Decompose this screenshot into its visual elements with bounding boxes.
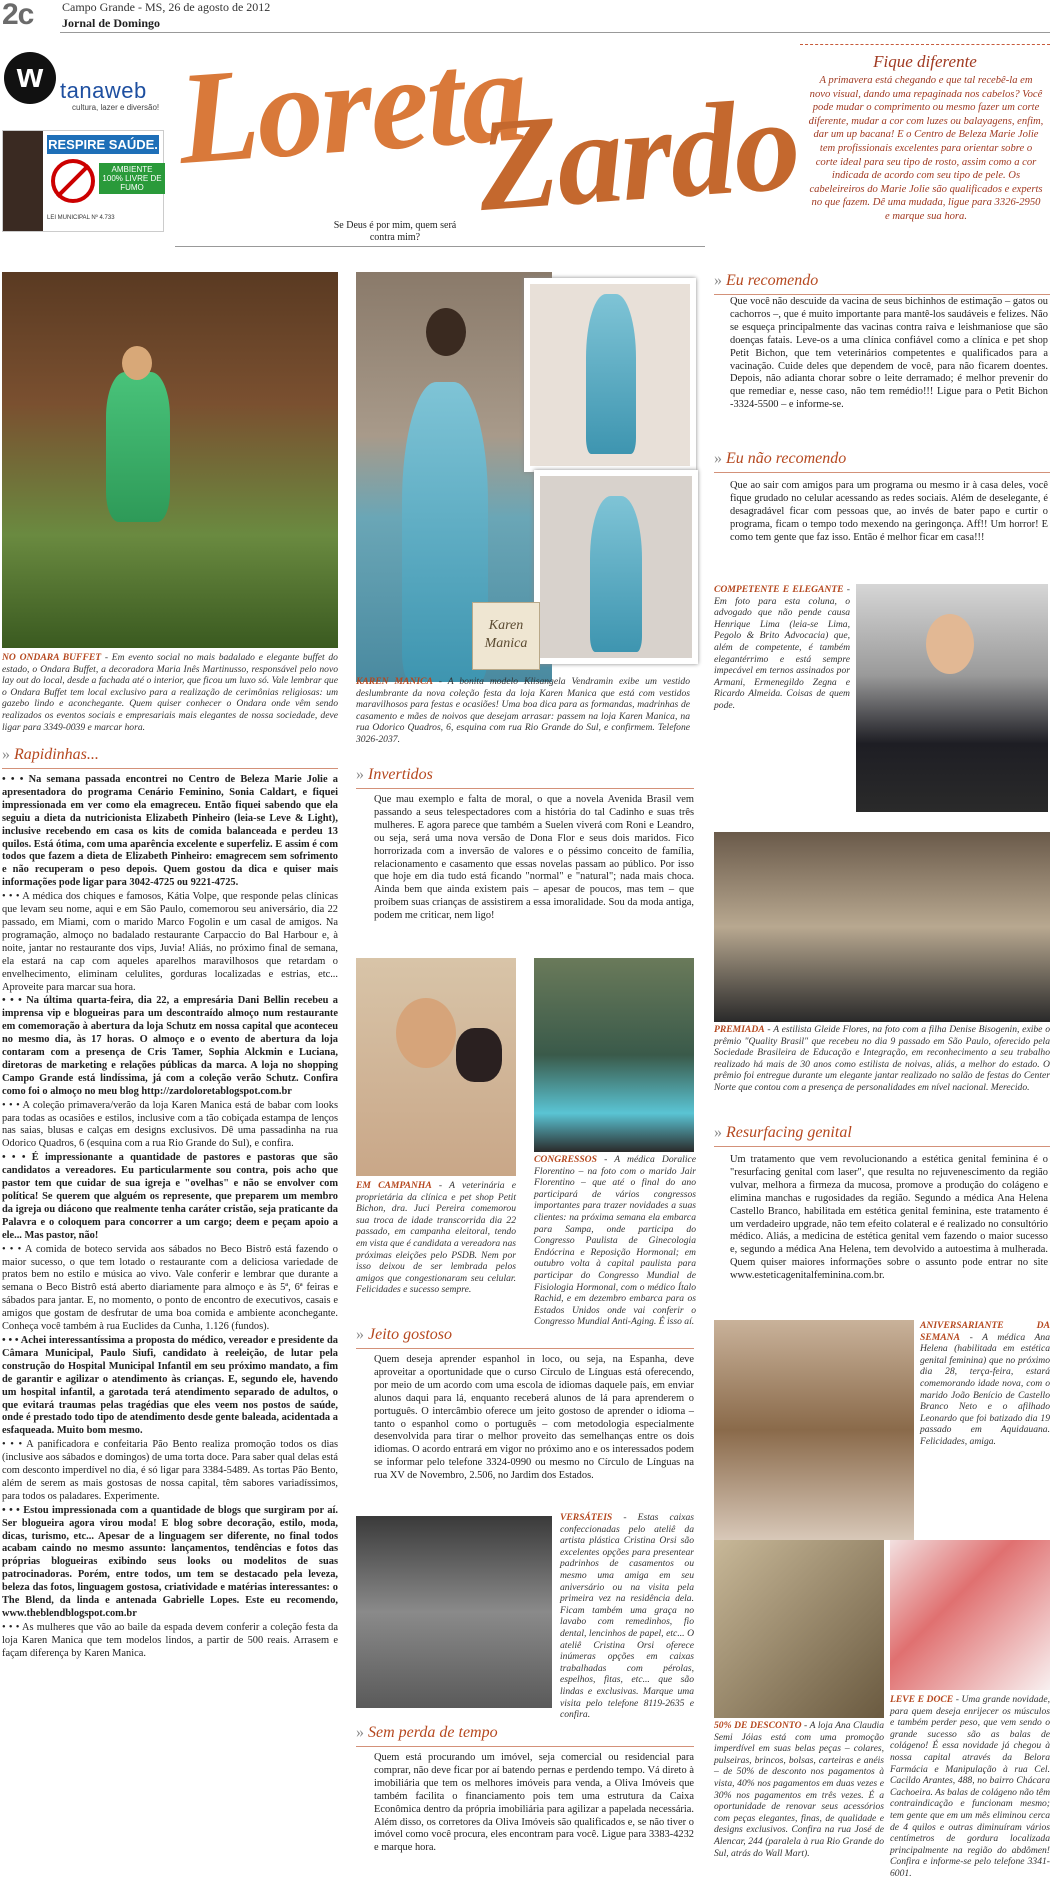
green-dress-figure — [106, 372, 170, 522]
chevron-icon: » — [714, 450, 722, 467]
premiada-caption: PREMIADA - A estilista Gleide Flores, na foto com a filha Denise Bisogenin, exibe o prêmio "Quality Brasil" que recebeu no dia 9 passado em São Paulo, oferecido pela Sociedade Brasileira de Educação e Integração, em reconhecimento a seu trabalho realizado há mais de 30 anos como estilista de noivas, aliás, a melhor do estado. O prêmio foi entregue durante um elegante jantar realizado no salão de festas do Center Norte que contou com a presença de personalidades em nível nacional. Merecido. — [714, 1024, 1050, 1093]
competente-caption: COMPETENTE E ELEGANTE - Em foto para esta coluna, o advogado que não pende causa Henrique Lima (leia-se Lima, Pegolo & Brito Advocacia) que, além de competente, é também elegantérrimo e está sempre impecável em ternos assinados por Armani, Ermenegildo Zegna e Ricardo Almeida. Coisas de quem pode. — [714, 584, 850, 711]
jeito-gostoso-rule — [356, 1348, 694, 1349]
karen-manica-dress-detail-photo — [534, 470, 698, 664]
ad-text: AMBIENTE 100% LIVRE DE FUMO — [99, 163, 165, 194]
ad-face-image — [3, 131, 43, 231]
rapidinhas-body — [2, 774, 338, 1662]
logo-tagline: cultura, lazer e diversão! — [72, 103, 160, 112]
title-rule — [175, 246, 705, 247]
chevron-icon: » — [2, 746, 10, 763]
dog-figure — [456, 1028, 502, 1082]
person-head — [926, 614, 974, 674]
gown-back-figure — [586, 294, 636, 454]
chevron-icon: » — [356, 1724, 364, 1741]
sem-perda-title: » Sem perda de tempo — [356, 1724, 498, 1741]
person-head — [122, 346, 152, 380]
page-number: 2c — [2, 0, 34, 31]
person-face — [396, 998, 456, 1068]
em-campanha-photo — [356, 958, 516, 1176]
eu-recomendo-title: » Eu recomendo — [714, 272, 819, 289]
leve-caption: LEVE E DOCE - Uma grande novidade, para quem deseja enrijecer os músculos e também perder peso, que vem sendo o grande sucesso são as balas de colágeno! É essa novidade já chegou à nossa capital através da Belora Farmácia e Manipulação à rua Cel. Cacildo Arantes, 488, no bairro Chácara Cachoeira. As balas de colágeno não têm contraindicação e funcionam mesmo; tem gente que em um mês eliminou cerca de 4 quilos e outras diminuíram vários centímetros de gordura localizada principalmente na região do abdômen! Confira e informe-se pelo telefone 3341-6001. — [890, 1694, 1050, 1879]
fique-diferente-body: A primavera está chegando e que tal recebê-la em novo visual, dando uma repaginada nos cabelos? Você pode mudar o comprimento ou mesmo fazer um corte diferente, mudar a cor com luzes ou balayagens, enfim, dar um up bacana! E o Centro de Beleza Marie Jolie tem profissionais excelentes para orientar sobre o corte ideal para seu tipo de rosto, assim como a cor indicada de acordo com seu tipo de pele. Os cabeleireiros do Marie Jolie são qualificados e experts no que fazem. Dê uma mudada, ligue para 3326-2950 e marque sua hora. — [808, 75, 1044, 222]
desconto-photo — [714, 1540, 884, 1718]
ondara-buffet-photo — [2, 272, 338, 648]
rapidinhas-paragraph: • • • A médica dos chiques e famosos, Kátia Volpe, que responde pelas clínicas que levam seu nome, aqui e em São Paulo, comemorou seu aniversário, dia 22 passado, em Miami, com o marido Marco Fogolin e um casal de amigos. Na programação, almoço no badalado restaurante Carpaccio do Bal Harbour e, à noite, jantar no restaurante dos vips, Juvia! Aliás, no próximo final de semana, ela estará na cap com aqueles aparelhos maravilhosos que retardam o envelhecimento, eliminam celulites, gorduras localizadas e estrias, etc... Aproveite para marcar sua hora. — [2, 891, 338, 993]
invertidos-title: » Invertidos — [356, 766, 433, 783]
karen-caption: KAREN MANICA - A bonita modelo Klisangela Vendramin exibe um vestido deslumbrante da nova coleção festa da loja Karen Manica que está com vestidos maravilhosos para festas e ocasiões! Uma boa dica para as formandas, madrinhas de casamento e mães de noivos que desejam arrasar: passem na loja Karen Manica, na rua Odorico Quadros, 6, esquina com rua Rio Grande do Sul, e confirmem. Telefone 3026-2037. — [356, 676, 691, 745]
no-smoking-icon — [51, 159, 95, 203]
rapidinhas-paragraph: • • • Estou impressionada com a quantidade de blogs que surgiram por aí. Ser blogueira agora virou moda! E blog sobre decoração, estilo, moda, dicas, turismo, etc... Apesar de a linguagem ser diferente, no final todos acabam caindo no mesmo assunto: lançamentos, tendências e fotos das próprias blogueiras exibindo seus looks ou modelitos de suas patrocinadoras. Porém, entre todos, um tem se destacado pela leveza, beleza das fotos, linguagem gostosa, criatividade e matérias interessantes: o The Blend, da linda e antenada Gabrielle Lopes. Este eu recomendo, www.theblendblogspot.com.br — [2, 1504, 338, 1619]
rapidinhas-paragraph: • • • É impressionante a quantidade de pastores e pastoras que são candidatos a vereadores. Eu particularmente sou contra, pois acho que pastor tem que cuidar de sua igreja e "ovelhas" e não se envolver com política! Se querem que alguém os represente, que preparem um membro da igreja ou diácono que realmente tenha caráter cristão, seja praticante da Palavra e o coloquem para concorrer a um cargo; deem e peçam apoio a ele... Mas pastor, não! — [2, 1152, 338, 1241]
dateline: Campo Grande - MS, 26 de agosto de 2012 — [62, 0, 271, 14]
chevron-icon: » — [356, 766, 364, 783]
desconto-caption: 50% DE DESCONTO - A loja Ana Claudia Semi Jóias está com uma promoção imperdível em suas belas peças – colares, pulseiras, brincos, bolsas, carteiras e anéis – de 50% de desconto nos pagamentos à vista, 40% nos pagamentos em duas vezes e 30% nos pagamentos em três vezes. É a oportunidade de renovar seus acessórios com peças elegantes, finas, de qualidade e designs exclusivos. Confira na rua José de Alencar, 244 (paralela à rua Rio Grande do Sul, atrás do Wall Mart). — [714, 1720, 884, 1859]
column-title-second: Zardo — [473, 70, 803, 239]
chevron-icon: » — [714, 272, 722, 289]
gown-detail-figure — [590, 496, 642, 652]
resurfacing-body: Um tratamento que vem revolucionando a estética genital feminina é o "resurfacing genital com laser", que resulta no rejuvenescimento da região vulvar, melhora a firmeza da mucosa, promove a produção do colágeno e elimina manchas e rugosidades da região. Segundo a médica Ana Helena Castello Branco, habilitada em estética genital feminina, este tratamento é um verdadeiro upgrade, não tem efeito colateral e é realizado no consultório médico. Aliás, a medicina de estética genital vem fazendo o maior sucesso e, segundo a médica Ana Helena, tem devolvido a autoestima à mulherada. Quem quiser maiores informações sobre o assunto pode entrar no site www.esteticagenitalfeminina.com.br. — [730, 1154, 1048, 1282]
eu-nao-recomendo-rule — [714, 472, 1050, 473]
person-head — [426, 308, 466, 356]
ad-footer: LEI MUNICIPAL Nº 4.733 — [47, 215, 115, 221]
versateis-caption: VERSÁTEIS - Estas caixas confeccionadas pelo ateliê da artista plástica Cristina Orsi são excelentes opções para presentear padrinhos de casamentos ou mesmo uma amiga em seu aniversário ou na visita pela primeira vez na residência dela. Ficam também uma graça no lavabo com remedinhos, fio dental, lencinhos de papel, etc... O ateliê Cristina Orsi oferece inúmeras opções em caixas trabalhadas com pérolas, espelhos, fitas, etc... que são lindas e exclusivas. Marque uma visita pelo telefone 8119-2635 e confira. — [560, 1512, 694, 1721]
resurfacing-title: » Resurfacing genital — [714, 1124, 852, 1141]
karen-manica-dress-back-photo — [524, 278, 696, 472]
motto: Se Deus é por mim, quem será contra mim? — [333, 220, 457, 243]
karen-manica-sign: Karen Manica — [472, 602, 540, 670]
no-smoking-ad — [2, 130, 164, 232]
fique-diferente-title: Fique diferente — [873, 52, 977, 71]
ad-banner: RESPIRE SAÚDE. — [48, 137, 158, 152]
campanha-caption: EM CAMPANHA - A veterinária e proprietária da clínica e pet shop Petit Bichon, dra. Juci Pereira comemorou sua troca de idade transcorrida dia 22 passado, em campanha eleitoral, tendo em vista que é candidata a vereadora nas próximas eleições pelo PSDB. Nem por isso deixou de ser lembrada pelos amigos que congestionaram seu celular. Felicidades e sucesso sempre. — [356, 1180, 516, 1296]
rapidinhas-title: » Rapidinhas... — [2, 746, 99, 763]
eu-recomendo-body: Que você não descuide da vacina de seus bichinhos de estimação – gatos ou cachorros –, que é muito importante para mantê-los saudáveis e felizes. Não se esqueça principalmente das vacinas contra raiva e leishmaniose que são doenças fatais. Leve-os a uma clínica confiável como a clínica e pet shop Petit Bichon, que tem veterinários competentes e qualificados para a vacinação. Cuide deles que dependem de você, para não ficarem doentes. Depois, não adianta chorar sobre o leite derramado; é melhor prevenir do que remediar e, nesse caso, não tem remédio!!! Ligue para o Petit Bichon -3324-5500 – e informe-se. — [730, 296, 1048, 411]
premiada-photo — [714, 832, 1050, 1022]
header-rule — [60, 32, 1050, 33]
eu-nao-recomendo-title: » Eu não recomendo — [714, 450, 847, 467]
congressos-photo — [534, 958, 694, 1152]
rapidinhas-paragraph: • • • A coleção primavera/verão da loja Karen Manica está de babar com looks para todas as ocasiões e estilos, inclusive com a tão cobiçada estampa de lenços nas saias, blusas e calças em designs exclusivos. Dê uma passadinha na rua Odorico Quadros, 6 (esquina com a rua Rio Grande do Sul), e confira. — [2, 1099, 338, 1150]
rapidinhas-paragraph: • • • Na última quarta-feira, dia 22, a empresária Dani Bellin recebeu a imprensa vip e blogueiras para um descontraído almoço num restaurante em comemoração à abertura da loja Schutz em nossa capital que aconteceu no mesmo dia, às 17 horas. O almoço e o evento de abertura da loja contaram com a presença de Cris Tamer, Sophia Alckmin e Luciana, diretoras de marketing e relações públicas da marca. A loja no shopping Campo Grande está lindíssima, já com a coleção verão Schutz. Confira como foi o almoço no meu blog http://zardoloretablogspot.com.br — [2, 995, 338, 1097]
jeito-gostoso-title: » Jeito gostoso — [356, 1326, 452, 1343]
column-title-first: Loreta — [173, 21, 530, 192]
aniversariante-caption: ANIVERSARIANTE DA SEMANA - A médica Ana Helena (habilitada em estética genital feminina) que no próximo dia 28, terça-feira, estará comemorando idade nova, com o marido João Benício de Castello Branco Neto e o afilhado Leonardo que foi batizado dia 19 passado em Aquidauana. Felicidades, amiga. — [920, 1320, 1050, 1447]
rapidinhas-paragraph: • • • As mulheres que vão ao baile da espada devem conferir a coleção festa da loja Karen Manica que tem modelos lindos, a partir de 500 reais. Arrasem e façam diferença by Karen Manica. — [2, 1621, 338, 1659]
newspaper-name: Jornal de Domingo — [62, 16, 161, 30]
leve-e-doce-photo — [890, 1540, 1050, 1690]
rapidinhas-paragraph: • • • A panificadora e confeitaria Pão Bento realiza promoção todos os dias (inclusive aos sábados e domingos) de uma torta doce. Para saber qual delas está com desconto imperdível no dia, é só ligar para 3384-5489. As tortas Pão Bento, além de serem as mais gostosas de nossa capital, têm sabores variadíssimos, para todos os paladares. Experimente. — [2, 1439, 338, 1502]
jeito-gostoso-body: Quem deseja aprender espanhol in loco, ou seja, na Espanha, deve aproveitar a oportunidade que o curso Círculo de Línguas está oferecendo, por meio de um acordo com uma escola de idiomas daquele país, em enviar alunos daqui para lá, enquanto receberá alunos de lá para aprenderem o português. O intercâmbio oferece um jeito gostoso de aprender o idioma – tanto o espanhol como o português – com metodologia especialmente desenvolvida para tirar o melhor proveito das semelhanças entre os dois idiomas. O acordo entrará em vigor no próximo ano e os interessados podem se informar pelo telefone 3324-0990 ou mesmo no Círculo de Línguas na rua XV de Novembro, 2.506, no Jardim dos Estados. — [374, 1354, 694, 1482]
tanaweb-logo-icon: w — [4, 52, 56, 104]
sem-perda-body: Quem está procurando um imóvel, seja comercial ou residencial para comprar, não deve ficar por aí batendo pernas e perdendo tempo. Vá direto à imobiliária que tem os melhores imóveis para venda, a Oliva Imóveis que também facilita o financiamento pois tem uma estrutura da Caixa Econômica dentro da própria imobiliária para agilizar a papelada necessária. Além disso, os corretores da Oliva Imóveis são qualificados e, se não tiver o imóvel como você procura, eles encontram para você. Ligue para 3383-4232 e marque hora. — [374, 1752, 694, 1854]
chevron-icon: » — [714, 1124, 722, 1141]
invertidos-rule — [356, 788, 694, 789]
rapidinhas-rule — [2, 768, 338, 769]
rapidinhas-paragraph: • • • Achei interessantíssima a proposta do médico, vereador e presidente da Câmara Municipal, Paulo Siufi, candidato à reeleição, de lutar pela construção do Hospital Municipal Infantil em seu próximo mandato, a fim de garantir e agilizar o atendimento às crianças. E, segundo ele, havendo um hospital infantil, a garotada terá atendimento separado de adultos, o que evitará traumas pelas tragédias que eles veem nos postos de saúde, onde é prestado todo tipo de atendimento desde gente baleada, acidentada a esfaqueada. Muito bom mesmo. — [2, 1334, 338, 1437]
eu-nao-recomendo-body: Que ao sair com amigos para um programa ou mesmo ir à casa deles, você fique grudado no celular acessando as redes sociais. Além de deselegante, é desagradável ficar com pessoas que, ao invés de bater papo e curtir o programa, ficam o tempo todo mexendo na geringonça. Aff!! Um horror! E como tem gente que faz isso. Então é melhor ficar em casa!!! — [730, 480, 1048, 543]
eu-recomendo-rule — [714, 294, 1050, 295]
competente-photo — [856, 584, 1048, 812]
chevron-icon: » — [356, 1326, 364, 1343]
aniversariante-photo — [714, 1320, 914, 1540]
logo-name: tanaweb — [60, 78, 147, 103]
ondara-caption: NO ONDARA BUFFET - Em evento social no mais badalado e elegante buffet do estado, o Ondara Buffet, a decoradora Maria Inês Martinusso, responsável pelo novo lay out do local, desde a fachada até o interior, que ficou um luxo só. Vale lembrar que o Ondara Buffet tem local exclusivo para a realização de cerimônias religiosas: um gazebo lindo e aconchegante. Quem quiser conhecer o Ondara onde vêm sendo realizados os eventos sociais e empresariais mais elegantes de nossa sociedade, deve ligar para 3349-0039 e marcar hora. — [2, 652, 338, 733]
resurfacing-rule — [714, 1146, 1050, 1147]
sem-perda-rule — [356, 1746, 694, 1747]
versateis-photo — [356, 1516, 552, 1708]
rapidinhas-paragraph: • • • A comida de boteco servida aos sábados no Beco Bistrô está fazendo o maior sucesso, o que tem lotado o restaurante com a deliciosa variedade de pratos bem no estilo e música ao vivo. Vale conferir e lembrar que durante a semana o Beco Bistrô está aberto diariamente para almoço e às 5ª, 6ª feiras e sábados para jantar. E, no momento, o ponto de encontro de executivos, casais e amigos que gostam de desfrutar de uma boa comida e ambiente aconchegante. Conheça você também à rua Euclides da Cunha, 1.126 (fundos). — [2, 1243, 338, 1333]
rapidinhas-paragraph: • • • Na semana passada encontrei no Centro de Beleza Marie Jolie a apresentadora do programa Cenário Feminino, Sonia Caldart, e fiquei impressionada em ver como ela emagreceu. Então fiquei sabendo que ela seguiu a dieta da nutricionista Elizabeth Pinheiro (leia-se Leve & Light), inclusive recebendo em casa os kits de comida balanceada e perdeu 13 quilos. Está ótima, com uma aparência excelente e superfeliz. E assim é com todos que fazem a dieta de Elizabeth Pinheiro: emagrecem sem sofrimento e não recuperam o peso depois. Quem gostou da dica e quiser mais informações pode ligar para 3042-4725 ou 9221-4725. — [2, 774, 338, 889]
congressos-caption: CONGRESSOS - A médica Doralice Florentino – na foto com o marido Jair Florentino – que até o final do ano participará de vários congressos importantes para trazer novidades a suas clientes: na próxima semana ela embarca para Sampa, onde participa do Congresso Paulista de Ginecologia Endócrina e Reposição Hormonal; em outubro volta à capital paulista para participar do Congresso Mundial de Fisiologia Hormonal, com o médico Ítalo Rachid, e em dezembro embarca para os Estados Unidos onde vai conferir o Congresso Mundial Anti-Aging. É isso aí. — [534, 1154, 696, 1328]
invertidos-body: Que mau exemplo e falta de moral, o que a novela Avenida Brasil vem passando a seus telespectadores com a história do tal Cadinho e suas três mulheres. E agora parece que também a Suelen viverá com Roni e Leandro, ou seja, será uma nova versão de Dona Flor e seus dois maridos. Fico horrorizada com a inversão de valores e o péssimo conceito de família, relacionamento e casamento que essas novelas passam ao público. Por isso que hoje em dia tudo está ficando "normal" e "natural"; nada mais choca. Ainda bem que ainda existem pais – apesar de poucos, mas tem – que proíbem suas crianças de assistirem a essa imoralidade. Sou da moda antiga, podem me criticar, nem ligo! — [374, 794, 694, 922]
